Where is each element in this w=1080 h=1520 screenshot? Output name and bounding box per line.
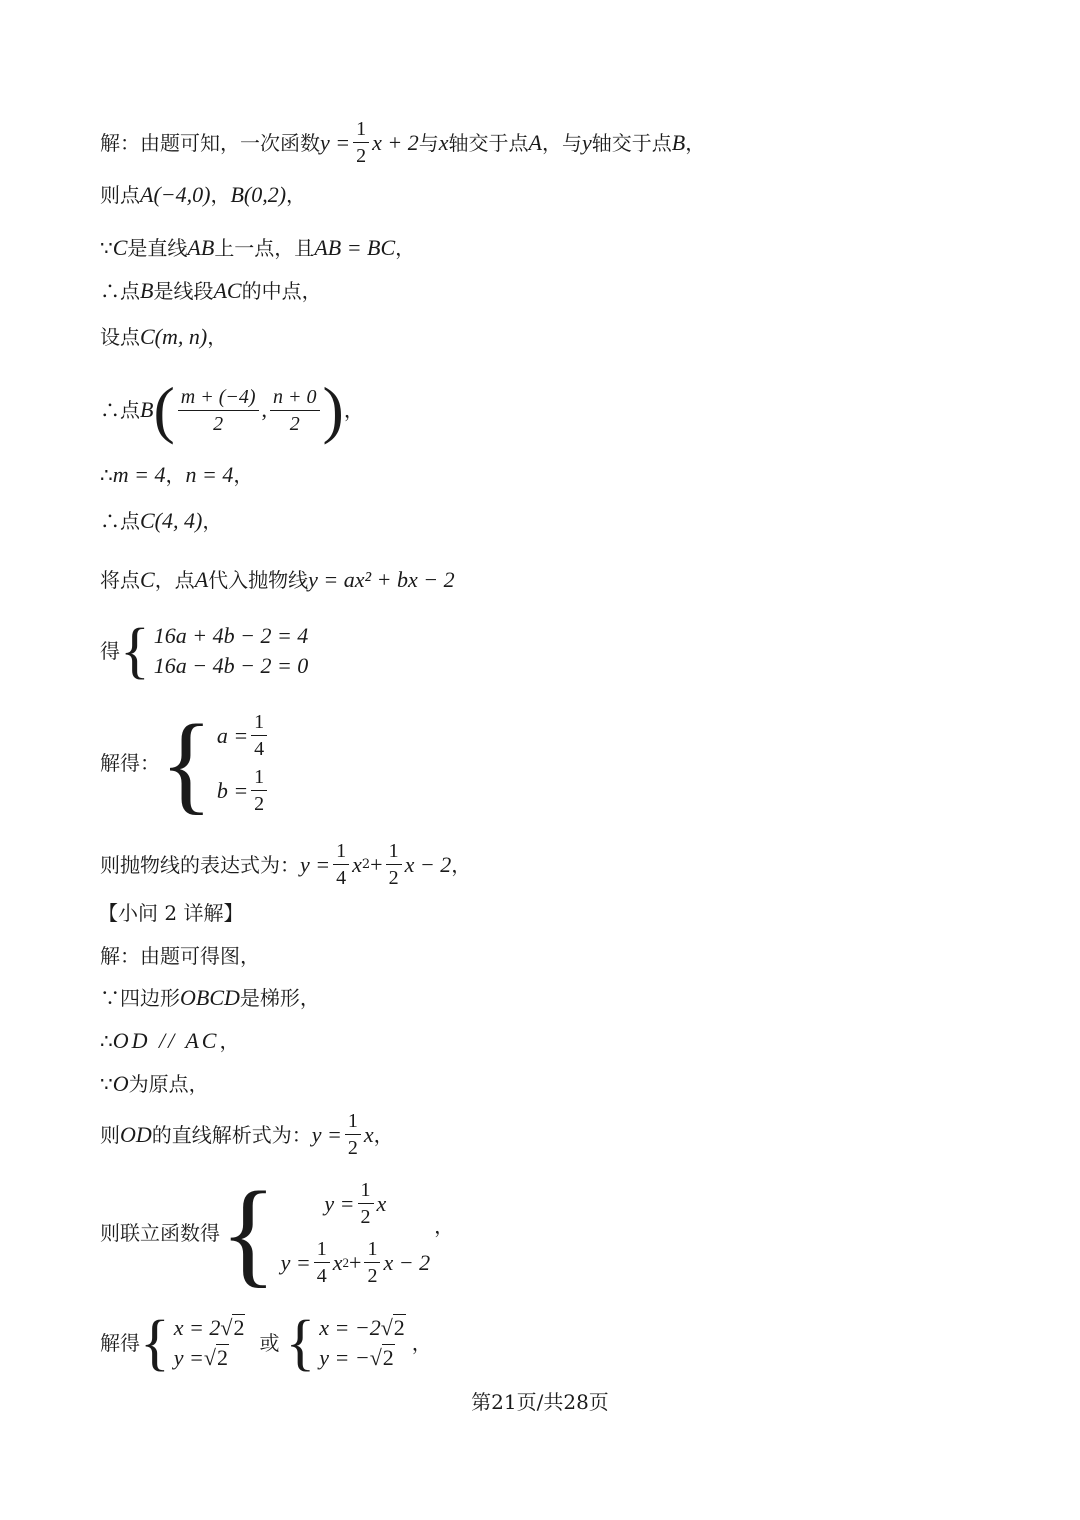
text: 轴交于点	[591, 130, 672, 155]
text: 解得：	[100, 751, 160, 775]
fraction	[333, 840, 349, 889]
system-rows	[154, 625, 309, 677]
denominator: 2	[347, 1137, 358, 1159]
math: x = 2	[173, 1315, 221, 1340]
numerator: 1	[353, 118, 369, 143]
radicand: 2	[233, 1315, 245, 1340]
text: ∵	[100, 236, 113, 260]
row-x	[174, 1317, 246, 1339]
math: y =	[280, 1249, 311, 1275]
system-rows	[174, 1317, 246, 1369]
math: y =	[300, 851, 331, 877]
denominator: 2	[388, 867, 399, 889]
text: ，	[286, 183, 307, 207]
math: y =	[324, 1190, 355, 1216]
denominator: 2	[213, 412, 224, 435]
math: B(0,2)	[230, 182, 287, 207]
math: AB	[187, 235, 215, 260]
row-b	[217, 766, 270, 815]
math: AB = BC	[314, 235, 396, 260]
numerator: m + (−4)	[178, 386, 259, 411]
math: C(4, 4)	[140, 508, 203, 533]
math: x	[332, 1249, 343, 1275]
text: ∴点	[100, 509, 140, 533]
line-system-1	[100, 617, 309, 685]
row-line	[281, 1179, 430, 1228]
line-because-c	[100, 237, 415, 259]
math: OD	[120, 1121, 152, 1147]
numerator: 1	[386, 840, 402, 865]
left-brace: {	[220, 1167, 277, 1298]
equation: 16a − 4b − 2 = 0	[153, 653, 309, 678]
text: 是直线	[127, 236, 188, 260]
line-m-n	[100, 464, 253, 486]
math: x	[352, 851, 362, 877]
math: OBCD	[180, 985, 240, 1010]
fraction	[251, 711, 267, 760]
text: 则点	[100, 183, 140, 207]
math: y =	[311, 1121, 342, 1147]
text: 的中点，	[241, 279, 322, 303]
math: y = −	[319, 1345, 370, 1370]
math: y =	[320, 129, 351, 155]
text: ，	[343, 398, 364, 422]
text: 是线段	[153, 279, 214, 303]
left-brace: {	[120, 617, 150, 685]
exponent: 2	[361, 857, 371, 872]
system-rows	[281, 1179, 430, 1287]
fraction	[251, 766, 267, 815]
line-points	[100, 184, 306, 206]
radicand: 2	[393, 1315, 405, 1340]
left-brace: {	[160, 702, 213, 824]
numerator: 1	[345, 1110, 361, 1135]
denominator: 4	[336, 867, 347, 889]
math: x = −2	[319, 1315, 381, 1340]
denominator: 2	[254, 793, 265, 815]
text: ，	[165, 463, 186, 487]
math: y =	[173, 1345, 204, 1370]
line-intro	[100, 118, 705, 167]
combined-system	[220, 1167, 431, 1298]
text: 则	[100, 1122, 120, 1147]
math: y = ax² + bx − 2	[308, 567, 455, 592]
text: 轴交于点	[448, 130, 529, 155]
math: a =	[216, 722, 249, 748]
text: ∵四边形	[100, 986, 180, 1010]
text: 则联立函数得	[100, 1221, 220, 1245]
math: x + 2	[372, 129, 419, 155]
math: +	[370, 851, 383, 877]
sqrt: √2	[369, 1345, 394, 1370]
math: x	[363, 1121, 374, 1147]
radicand: 2	[382, 1345, 394, 1370]
row-y	[319, 1347, 406, 1369]
equation-system	[120, 617, 309, 685]
math: +	[349, 1249, 362, 1275]
text: ∴	[100, 1029, 113, 1053]
math: x − 2	[404, 851, 452, 877]
text: ，	[451, 852, 472, 877]
solution-1	[140, 1309, 245, 1377]
text: ，	[434, 1214, 455, 1238]
numerator: 1	[358, 1179, 374, 1204]
text: ∴	[100, 463, 113, 487]
math: B	[140, 397, 154, 422]
math: b =	[216, 777, 249, 803]
left-brace: {	[285, 1309, 316, 1377]
line-midpoint-formula	[100, 374, 364, 445]
text: 与	[418, 130, 439, 155]
text: ∴点	[100, 279, 140, 303]
math: x	[376, 1190, 387, 1216]
math: A	[194, 567, 209, 592]
line-solution-2	[100, 946, 260, 966]
line-midpoint	[100, 280, 322, 302]
left-brace: {	[140, 1309, 170, 1377]
solution-system	[160, 702, 270, 824]
fraction	[358, 1179, 374, 1228]
sqrt: √2	[380, 1315, 405, 1340]
math: m = 4	[112, 462, 166, 487]
right-paren: )	[322, 374, 344, 445]
text: ，	[219, 1029, 240, 1053]
math: O	[112, 1071, 129, 1096]
math: C	[112, 235, 128, 260]
denominator: 2	[360, 1206, 371, 1228]
line-origin	[100, 1073, 209, 1095]
fraction	[364, 1238, 380, 1287]
text: 【小问 2 详解】	[98, 901, 244, 925]
page-footer: 第21页/共28页	[471, 1390, 609, 1414]
denominator: 2	[289, 412, 300, 435]
row-x	[319, 1317, 406, 1339]
text: ，	[202, 509, 223, 533]
math: y	[581, 129, 592, 155]
text: ，	[210, 183, 231, 207]
sqrt: √2	[203, 1345, 228, 1370]
equation: 16a + 4b − 2 = 4	[153, 623, 309, 648]
line-trapezoid	[100, 987, 320, 1009]
numerator: 1	[251, 766, 267, 791]
denominator: 4	[254, 738, 265, 760]
line-combine	[100, 1167, 455, 1298]
fraction	[270, 386, 320, 435]
denominator: 2	[367, 1265, 378, 1287]
text: 或	[259, 1331, 280, 1355]
text: ，	[685, 130, 706, 155]
section-heading	[98, 903, 243, 923]
text: ∴点	[100, 398, 140, 422]
text: ，点	[154, 568, 195, 592]
sqrt: √2	[220, 1315, 245, 1340]
text: 为原点，	[128, 1072, 209, 1096]
math: A(−4,0)	[140, 182, 211, 207]
text: 解：由题可得图，	[100, 944, 260, 968]
math: C	[140, 567, 155, 592]
math: OD // AC	[112, 1028, 220, 1053]
numerator: 1	[251, 711, 267, 736]
fraction	[353, 118, 369, 167]
math: x	[438, 129, 449, 155]
numerator: 1	[364, 1238, 380, 1263]
text: ，	[395, 236, 416, 260]
system-rows	[217, 711, 270, 815]
text: ，	[233, 463, 254, 487]
text: 解得	[100, 1331, 140, 1355]
text: ，	[207, 325, 228, 349]
line-od-equation	[100, 1110, 394, 1159]
text: 解：由题可知，一次函数	[100, 130, 320, 155]
math: AC	[213, 278, 242, 303]
solution-2	[285, 1309, 405, 1377]
line-solutions	[100, 1309, 432, 1377]
left-paren: (	[153, 374, 175, 445]
line-parabola	[100, 840, 471, 889]
radicand: 2	[216, 1345, 228, 1370]
numerator: n + 0	[270, 386, 320, 411]
line-solve-ab	[100, 702, 270, 824]
math: C(m, n)	[140, 324, 208, 349]
fraction	[345, 1110, 361, 1159]
text: 将点	[100, 568, 140, 592]
math: n = 4	[185, 462, 234, 487]
numerator: 1	[314, 1238, 330, 1263]
math: B	[671, 129, 686, 155]
row-y	[174, 1347, 246, 1369]
text: 则抛物线的表达式为：	[100, 852, 300, 877]
text: 设点	[100, 325, 140, 349]
text: 上一点，且	[214, 236, 315, 260]
denominator: 4	[316, 1265, 327, 1287]
text: 的直线解析式为：	[151, 1122, 312, 1147]
line-substitute	[100, 569, 455, 591]
text: 是梯形，	[239, 986, 320, 1010]
line-parallel	[100, 1030, 239, 1052]
math: A	[528, 129, 542, 155]
row-a	[217, 711, 270, 760]
fraction	[178, 386, 259, 435]
line-set-c	[100, 326, 227, 348]
text: ∵	[100, 1072, 113, 1096]
text: ，	[411, 1331, 432, 1355]
text: 得	[100, 639, 120, 663]
row-parabola	[281, 1238, 430, 1287]
system-rows	[319, 1317, 406, 1369]
fraction	[314, 1238, 330, 1287]
numerator: 1	[333, 840, 349, 865]
math: x − 2	[383, 1249, 431, 1275]
math: B	[140, 278, 154, 303]
text: ，	[373, 1122, 394, 1147]
line-point-c	[100, 510, 222, 532]
exponent: 2	[342, 1255, 350, 1270]
math: ,	[261, 397, 268, 422]
denominator: 2	[356, 145, 367, 167]
text: ，与	[541, 130, 582, 155]
fraction	[386, 840, 402, 889]
text: 代入抛物线	[208, 568, 309, 592]
